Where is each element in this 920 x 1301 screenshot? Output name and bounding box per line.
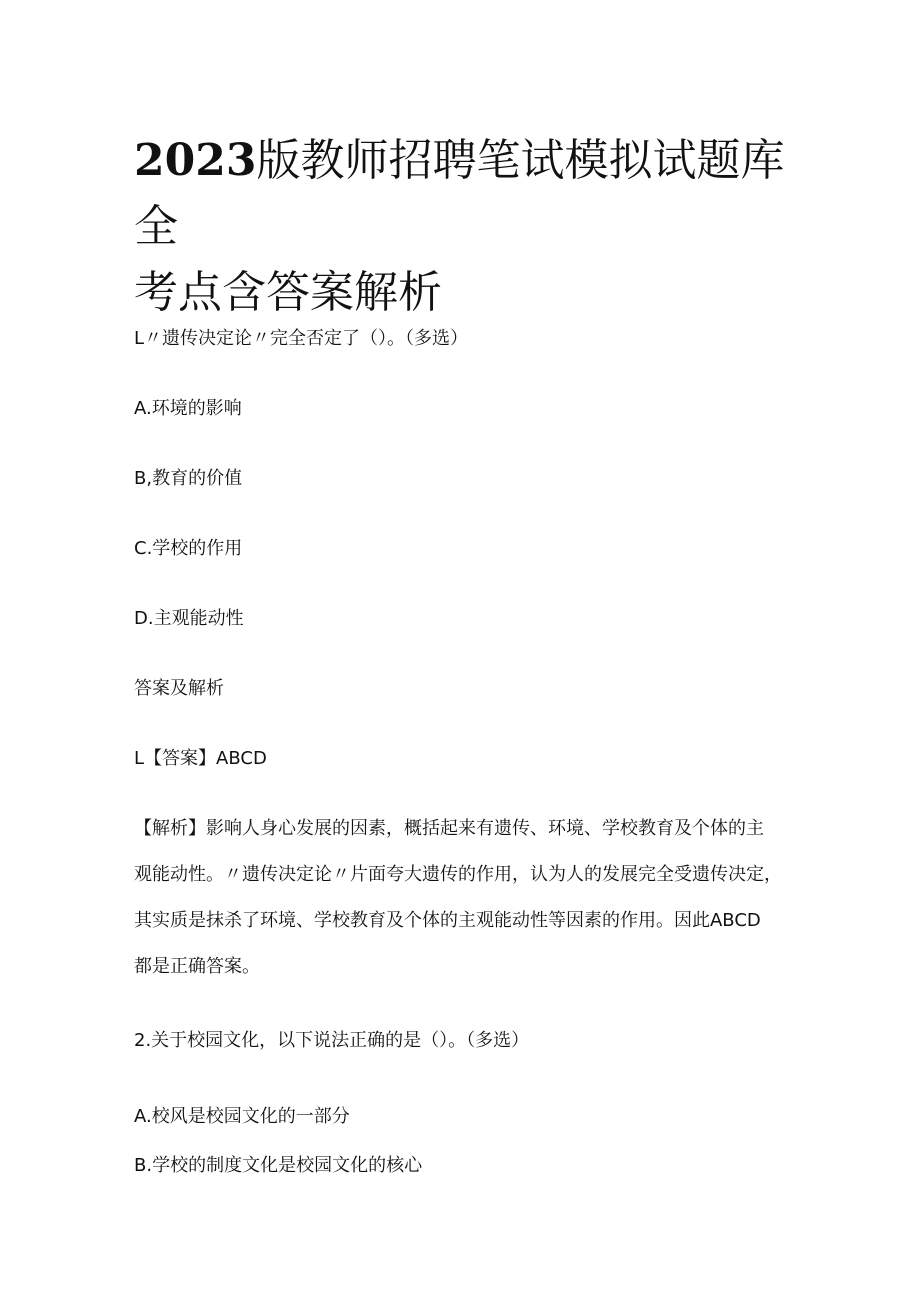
title-text-line2: 考点含答案解析 — [134, 267, 442, 318]
explanation-line: 【解析】影响人身心发展的因素，概括起来有遗传、环境、学校教育及个体的主 — [134, 818, 764, 839]
question-1-explanation — [134, 806, 794, 990]
title-text-line1: 版教师招聘笔试模拟试题库全 — [134, 135, 785, 252]
question-1-option-d: D.主观能动性 — [134, 608, 244, 629]
explanation-line: 观能动性。〃遗传决定论〃片面夸大遗传的作用，认为人的发展完全受遗传决定， — [134, 864, 782, 885]
question-1-option-c: C.学校的作用 — [134, 538, 243, 559]
title-year: 2023 — [134, 135, 257, 186]
question-1-stem: L〃遗传决定论〃完全否定了（）。（多选） — [134, 328, 469, 349]
question-2-option-a: A.校风是校园文化的一部分 — [134, 1106, 350, 1127]
answer-section-heading: 答案及解析 — [134, 678, 224, 699]
question-1-answer: L【答案】ABCD — [134, 748, 267, 769]
question-2-option-b: B.学校的制度文化是校园文化的核心 — [134, 1155, 423, 1176]
explanation-line: 都是正确答案。 — [134, 956, 260, 977]
question-2-stem: 2.关于校园文化，以下说法正确的是（）。（多选） — [134, 1030, 530, 1051]
document-title — [134, 128, 794, 326]
question-1-option-a: A.环境的影响 — [134, 398, 242, 419]
question-1-option-b: B,教育的价值 — [134, 468, 243, 489]
explanation-line: 其实质是抹杀了环境、学校教育及个体的主观能动性等因素的作用。因此ABCD — [134, 910, 761, 931]
